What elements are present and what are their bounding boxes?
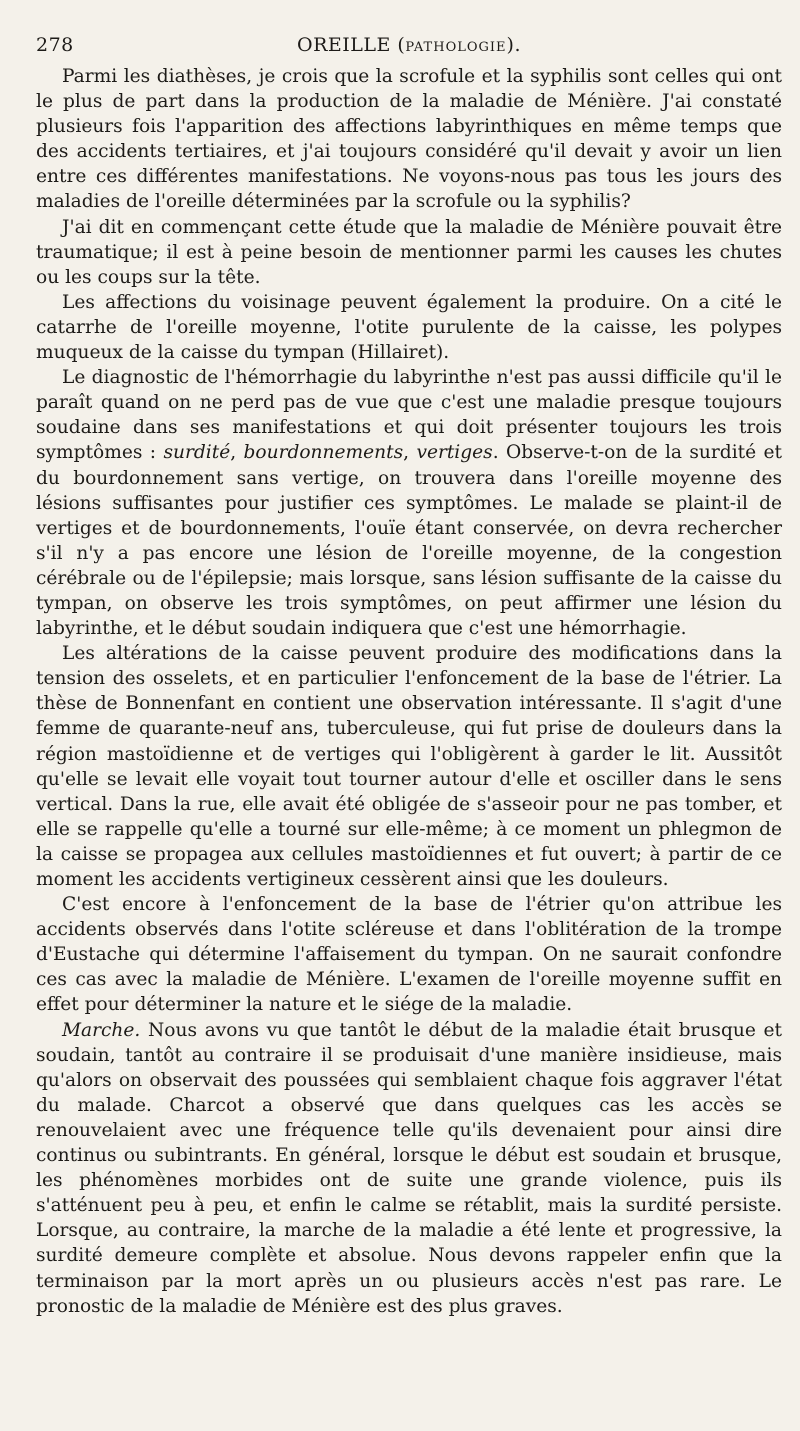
paragraph-diagnostic bbox=[36, 365, 782, 641]
running-head bbox=[36, 30, 782, 64]
symptom-separator-2: , bbox=[403, 442, 417, 464]
paragraph-alterations: Les altérations de la caisse peuvent produire des modifications dans la tension des osselets, et en particulier l'enfoncement de la base de l'étrier. La thèse de Bonnenfant en contient une observation intéressante. Il s'agit d'une femme de quarante-neuf ans, tuberculeuse, qui fut prise de douleurs dans la région mastoïdienne et de vertiges qui l'obligèrent à garder le lit. Aussitôt qu'elle se levait elle voyait tout tourner autour d'elle et osciller dans le sens vertical. Dans la rue, elle avait été obligée de s'asseoir pour ne pas tomber, et elle se rappelle qu'elle a tourné sur elle-même; à ce moment un phlegmon de la caisse se propagea aux cellules mastoïdiennes et fut ouvert; à partir de ce moment les accidents vertigineux cessèrent ainsi que les douleurs. bbox=[36, 643, 782, 890]
symptom-vertiges: vertiges bbox=[416, 442, 493, 464]
paragraph-diatheses-rest: le plus de part dans la production de la maladie de Ménière. J'ai constaté plusieurs fois l'apparition des affections labyrinthiques en même temps que des accidents tertiaires, et j'ai toujours considéré qu'il devait y avoir un lien entre ces différentes manifestations. Ne voyons-nous pas tous les jours des maladies de l'oreille déterminées par la scrofule ou la syphilis? bbox=[36, 91, 782, 213]
paragraph-marche bbox=[36, 1018, 782, 1319]
marche-text: Nous avons vu que tantôt le début de la maladie était brusque et soudain, tantôt au contraire il se produisait d'une manière insidieuse, mais qu'alors on observait des poussées qui semblaient chaque fois aggraver l'état du malade. Charcot a observé que dans quelques cas les accès se renouvelaient avec une fréquence telle qu'ils devenaient pour ainsi dire continus ou subintrants. En général, lorsque le début est soudain et brusque, les phénomènes morbides ont de suite une grande violence, puis ils s'atténuent peu à peu, et enfin le calme se rétablit, mais la surdité persiste. Lorsque, au contraire, la marche de la maladie a été lente et progressive, la surdité demeure complète et absolue. Nous devons rappeler enfin que la terminaison par la mort après un ou plusieurs accès n'est pas rare. Le pronostic de la maladie de Ménière est des plus graves. bbox=[36, 1019, 782, 1317]
section-label-marche: Marche. bbox=[62, 1019, 141, 1041]
diagnostic-text-b: . Observe-t-on de la surdité et du bourdonnement sans vertige, on trouvera dans l'oreille moyenne des lésions suffisantes pour justifier ces symptômes. Le malade se plaint-il de vertiges et de bourdonnements, l'ouïe étant conservée, on devra rechercher s'il n'y a pas encore une lésion de l'oreille moyenne, de la congestion cérébrale ou de l'épilepsie; mais lorsque, sans lésion suffisante de la caisse du tympan, on observe les trois symptômes, on peut affirmer une lésion du labyrinthe, et le début soudain indiquera que c'est une hémorrhagie. bbox=[36, 442, 782, 640]
running-title-close: ). bbox=[506, 34, 521, 56]
page-number: 278 bbox=[36, 34, 74, 56]
paragraph-voisinage: Les affections du voisinage peuvent également la produire. On a cité le catarrhe de l'oreille moyenne, l'otite purulente de la caisse, les polypes muqueux de la caisse du tympan (Hillairet). bbox=[36, 291, 782, 364]
paragraph-diatheses bbox=[36, 64, 782, 215]
symptom-surdite: surdité bbox=[163, 442, 231, 464]
body-text bbox=[36, 64, 782, 1319]
paragraph-traumatique: J'ai dit en commençant cette étude que la maladie de Ménière pouvait être traumatique; il est à peine besoin de mentionner parmi les causes les chutes ou les coups sur la tête. bbox=[36, 216, 782, 288]
running-title-subject: PATHOLOGIE bbox=[405, 40, 507, 55]
paragraph-diatheses-start: Parmi les diathèses, je crois que la scrofule et la syphilis sont celles qui ont bbox=[62, 66, 782, 87]
symptom-separator-1: , bbox=[230, 442, 244, 464]
running-title-open: ( bbox=[390, 34, 406, 56]
running-title-main: OREILLE bbox=[297, 34, 391, 56]
paragraph-etrier: C'est encore à l'enfoncement de la base de l'étrier qu'on attribue les accidents observés dans l'otite scléreuse et dans l'oblitération de la trompe d'Eustache qui détermine l'affaisement du tympan. On ne saurait confondre ces cas avec la maladie de Ménière. L'examen de l'oreille moyenne suffit en effet pour déterminer la nature et le siége de la maladie. bbox=[36, 894, 782, 1016]
diagnostic-text-a: Le diagnostic de l'hémorrhagie du labyrinthe n'est pas aussi difficile qu'il le paraît quand on ne perd pas de vue que c'est une maladie presque toujours soudaine dans ses manifestations et qui doit présenter toujours les trois symptômes : bbox=[36, 367, 782, 464]
symptom-bourdonnements: bourdonnements bbox=[243, 442, 404, 464]
running-title bbox=[36, 34, 782, 56]
